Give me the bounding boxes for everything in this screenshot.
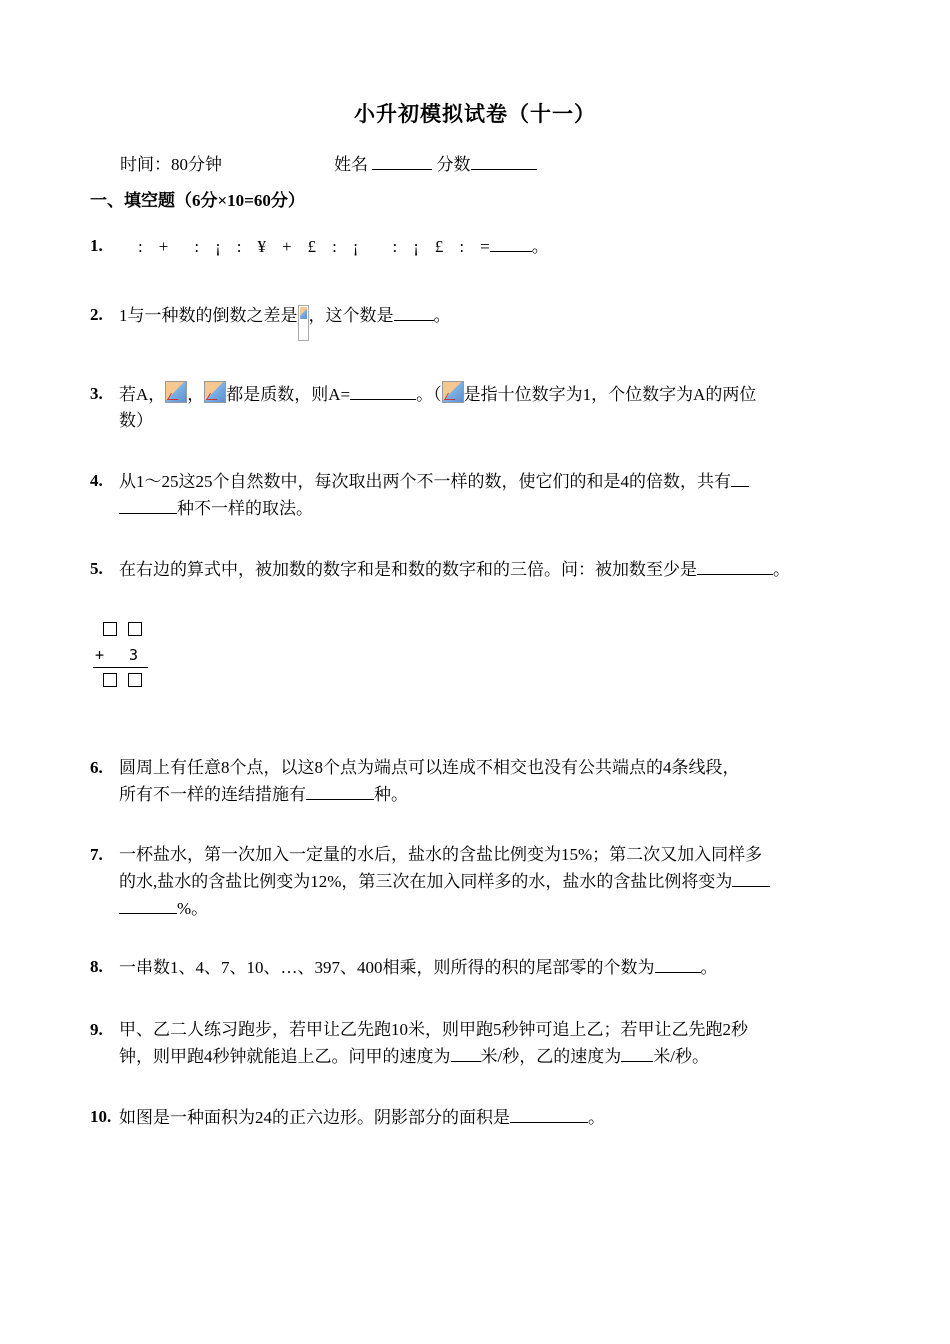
digit-box: [128, 622, 142, 636]
question-2: [90, 302, 862, 341]
answer-blank[interactable]: [490, 233, 532, 252]
question-text: 一杯盐水，第一次加入一定量的水后，盐水的含盐比例变为15%；第二次又加入同样多 的水,盐水的含盐比例变为12%，第三次在加入同样多的水，盐水的含盐比例将变为 %。: [119, 842, 862, 922]
score-label: 分数: [436, 155, 471, 174]
sum-line: [93, 667, 148, 668]
question-text: 1与一种数的倒数之差是 ，这个数是 。: [119, 302, 862, 341]
section-heading: 一、填空题（6分×10=60分）: [90, 191, 305, 210]
question-10: [90, 1104, 862, 1131]
answer-blank[interactable]: [394, 302, 434, 321]
question-4: [90, 468, 862, 522]
addend-digit: 3: [129, 646, 139, 664]
question-number: 6.: [90, 758, 103, 777]
question-number: 3.: [90, 384, 103, 403]
question-number: 1.: [90, 236, 103, 255]
name-label: 姓名: [334, 155, 368, 174]
answer-blank[interactable]: [306, 781, 374, 800]
answer-blank[interactable]: [510, 1104, 588, 1123]
answer-blank-cont[interactable]: [119, 895, 177, 914]
question-text: 在右边的算式中，被加数的数字和是和数的数字和的三倍。问：被加数至少是 。: [119, 556, 862, 583]
fraction-image-icon: [298, 305, 309, 341]
plus-sign: +: [95, 646, 105, 664]
question-text: 甲、乙二人练习跑步，若甲让乙先跑10米，则甲跑5秒钟可追上乙；若甲让乙先跑2秒 钟，则甲跑4秒钟就能追上乙。问甲的速度为 米/秒，乙的速度为 米/秒。: [119, 1020, 748, 1066]
question-1: [90, 233, 862, 260]
question-8: [90, 954, 862, 981]
number-image-icon: [165, 381, 187, 403]
question-5: [90, 556, 862, 583]
question-3: [90, 381, 862, 434]
question-number: 4.: [90, 471, 103, 490]
question-number: 8.: [90, 957, 103, 976]
question-number: 10.: [90, 1107, 112, 1126]
digit-box: [103, 622, 117, 636]
question-text: 一串数1、4、7、10、…、397、400相乘，则所得的积的尾部零的个数为 。: [119, 954, 862, 981]
time-label: 时间：80分钟: [120, 155, 222, 174]
answer-blank[interactable]: [731, 468, 749, 487]
question-text: 从1～25这25个自然数中，每次取出两个不一样的数，使它们的和是4的倍数，共有 种不一样的取法。: [119, 468, 862, 522]
question-text: 若A， ， 都是质数，则A= 。（ 是指十位数字为1，个位数字为A的两位 数）: [119, 381, 862, 434]
addition-figure: [90, 616, 152, 694]
speed-a-blank[interactable]: [451, 1043, 481, 1062]
answer-blank[interactable]: [350, 381, 416, 400]
number-image-icon: [204, 381, 226, 403]
name-blank[interactable]: [372, 151, 432, 170]
question-number: 5.: [90, 559, 103, 578]
number-image-icon: [442, 381, 464, 403]
answer-blank-cont[interactable]: [119, 495, 177, 514]
speed-b-blank[interactable]: [621, 1043, 653, 1062]
score-blank[interactable]: [471, 151, 537, 170]
question-6: [90, 755, 862, 808]
question-number: 7.: [90, 845, 103, 864]
digit-box: [103, 673, 117, 687]
question-9: [90, 1017, 862, 1070]
digit-box: [128, 673, 142, 687]
question-7: [90, 842, 862, 922]
exam-info: [120, 150, 537, 175]
question-text: : + : ¡ : ¥ + £ : ¡ : ¡ £ : = 。: [138, 233, 862, 260]
answer-blank[interactable]: [655, 954, 701, 973]
question-number: 2.: [90, 305, 103, 324]
question-text: 圆周上有任意8个点，以这8个点为端点可以连成不相交也没有公共端点的4条线段， 所有不一样的连结措施有 种。: [119, 758, 740, 804]
answer-blank[interactable]: [697, 556, 773, 575]
answer-blank[interactable]: [732, 868, 770, 887]
question-text: 如图是一种面积为24的正六边形。阴影部分的面积是 。: [119, 1104, 862, 1131]
question-number: 9.: [90, 1020, 103, 1039]
page-title: 小升初模拟试卷（十一）: [354, 102, 596, 126]
